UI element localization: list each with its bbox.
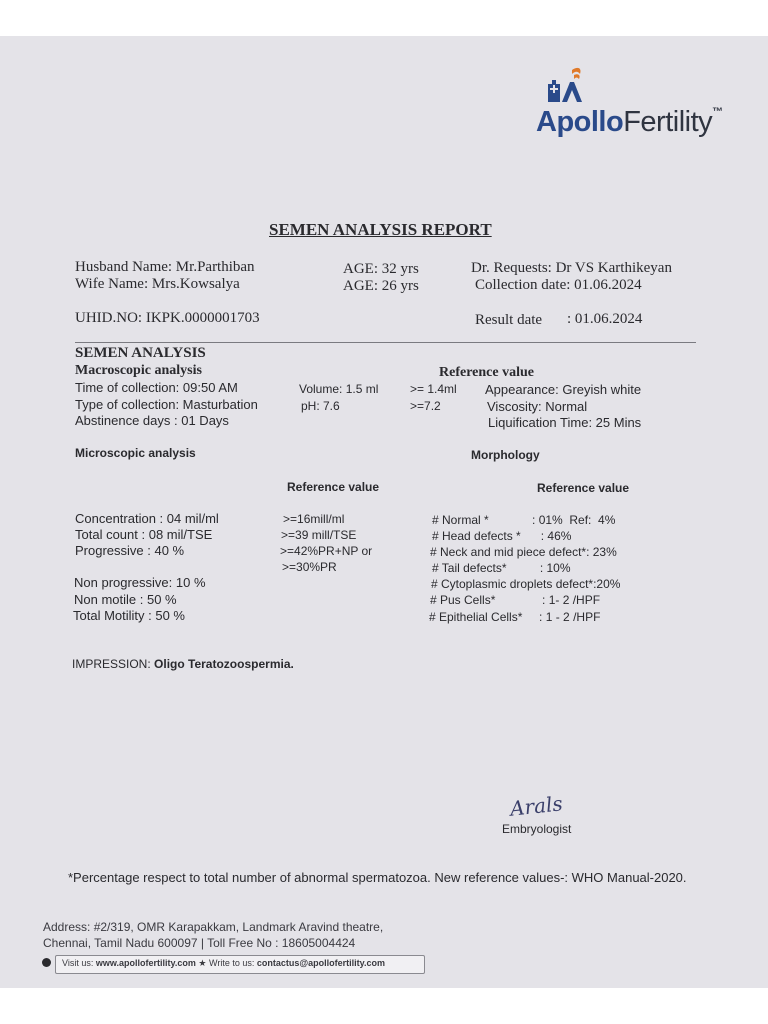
report-title: SEMEN ANALYSIS REPORT xyxy=(269,220,492,239)
abstinence-days: Abstinence days : 01 Days xyxy=(75,413,229,428)
collection-date: Collection date: 01.06.2024 xyxy=(475,277,642,293)
husband-age: AGE: 32 yrs xyxy=(343,261,419,277)
micro-heading: Microscopic analysis xyxy=(75,446,196,460)
write-label: Write to us: xyxy=(209,958,255,968)
wife-age: AGE: 26 yrs xyxy=(343,278,419,294)
morph-tail-defects: # Tail defects* : 10% xyxy=(432,561,571,575)
volume-value: Volume: 1.5 ml xyxy=(299,382,379,396)
progressive-reference-line1: >=42%PR+NP or xyxy=(280,544,373,558)
impression xyxy=(72,657,294,671)
address-line-1: Address: #2/319, OMR Karapakkam, Landmark Aravind theatre, xyxy=(43,920,384,934)
embryologist-title: Embryologist xyxy=(502,822,572,836)
micro-reference-heading: Reference value xyxy=(287,480,380,494)
signature: Arals xyxy=(508,791,564,821)
progressive: Progressive : 40 % xyxy=(75,543,185,558)
non-motile: Non motile : 50 % xyxy=(74,592,177,607)
morph-normal: # Normal * : 01% Ref: 4% xyxy=(432,513,616,527)
uhid-number: UHID.NO: IKPK.0000001703 xyxy=(75,310,260,326)
section-divider xyxy=(75,342,696,343)
copyright-icon xyxy=(42,958,51,967)
concentration-reference: >=16mill/ml xyxy=(283,512,345,526)
macro-heading: Macroscopic analysis xyxy=(75,363,202,378)
viscosity: Viscosity: Normal xyxy=(487,399,588,414)
morph-epithelial-cells: # Epithelial Cells* : 1 - 2 /HPF xyxy=(429,610,601,624)
star-separator-icon: ★ xyxy=(198,958,207,968)
visit-label: Visit us: xyxy=(62,958,94,968)
ph-value: pH: 7.6 xyxy=(301,399,340,413)
address-line-2: Chennai, Tamil Nadu 600097 | Toll Free No : 18605004424 xyxy=(43,936,356,950)
macro-reference-heading: Reference value xyxy=(439,365,534,380)
logo-fertility-text: Fertility xyxy=(623,106,713,138)
morph-neck-defects: # Neck and mid piece defect*: 23% xyxy=(430,545,617,559)
footnote: *Percentage respect to total number of abnormal spermatozoa. New reference values-: WHO Manual-2020. xyxy=(68,870,687,885)
website-link[interactable]: www.apollofertility.com xyxy=(95,958,196,968)
email-link[interactable]: contactus@apollofertility.com xyxy=(256,958,386,968)
liquification-time: Liquification Time: 25 Mins xyxy=(488,415,642,430)
result-date-label: Result date xyxy=(475,312,543,328)
ph-reference: >=7.2 xyxy=(410,399,441,413)
logo xyxy=(536,66,751,146)
section-heading: SEMEN ANALYSIS xyxy=(75,345,206,361)
result-date-value: : 01.06.2024 xyxy=(567,311,643,327)
type-of-collection: Type of collection: Masturbation xyxy=(75,397,258,412)
morph-pus-cells: # Pus Cells* : 1- 2 /HPF xyxy=(430,593,601,607)
wife-name: Wife Name: Mrs.Kowsalya xyxy=(75,276,240,292)
logo-mark-icon xyxy=(542,66,592,110)
impression-label: IMPRESSION: xyxy=(72,657,151,671)
contact-text xyxy=(62,958,385,969)
husband-name: Husband Name: Mr.Parthiban xyxy=(75,259,255,275)
non-progressive: Non progressive: 10 % xyxy=(74,575,206,590)
progressive-reference-line2: >=30%PR xyxy=(282,560,337,574)
impression-value: Oligo Teratozoospermia. xyxy=(154,657,294,671)
concentration: Concentration : 04 mil/ml xyxy=(75,511,219,526)
morph-cytoplasmic-defects: # Cytoplasmic droplets defect*:20% xyxy=(431,577,621,591)
total-motility: Total Motility : 50 % xyxy=(73,608,185,623)
morph-head-defects: # Head defects * : 46% xyxy=(432,529,572,543)
time-of-collection: Time of collection: 09:50 AM xyxy=(75,380,238,395)
logo-apollo-text: Apollo xyxy=(536,106,624,138)
volume-reference: >= 1.4ml xyxy=(410,382,457,396)
total-count: Total count : 08 mil/TSE xyxy=(75,527,213,542)
total-count-reference: >=39 mill/TSE xyxy=(281,528,357,542)
morph-reference-heading: Reference value xyxy=(537,481,630,495)
trademark-symbol: ™ xyxy=(712,106,723,118)
morphology-heading: Morphology xyxy=(471,448,540,462)
appearance: Appearance: Greyish white xyxy=(485,382,642,397)
doctor-request: Dr. Requests: Dr VS Karthikeyan xyxy=(471,260,672,276)
